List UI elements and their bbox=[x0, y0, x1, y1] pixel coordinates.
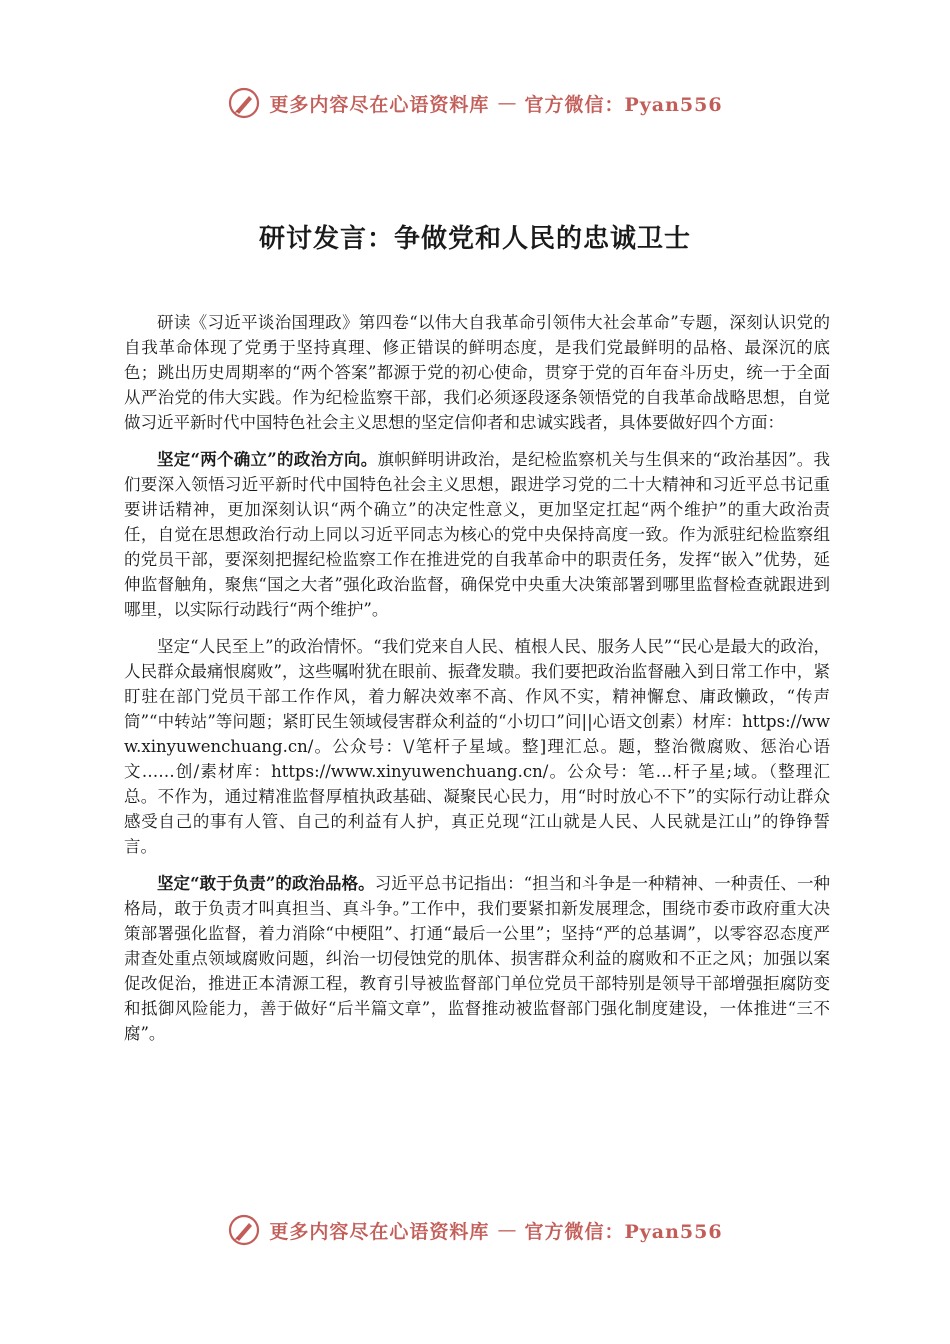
watermark-banner-bottom bbox=[0, 1210, 950, 1250]
watermark-text: 更多内容尽在心语资料库 bbox=[269, 93, 490, 116]
page-title: 研讨发言：争做党和人民的忠诚卫士 bbox=[258, 224, 691, 254]
paragraph-lead: 坚定“敢于负责”的政治品格。 bbox=[157, 874, 375, 893]
paragraph-text: 旗帜鲜明讲政治，是纪检监察机关与生俱来的“政治基因”。我们要深入领悟习近平新时代中国特色社会主义思想，跟进学习党的二十大精神和习近平总书记重要讲话精神，更加深刻认识“两个确立”的决定性意义，更加坚定扛起“两个维护”的重大政治责任，自觉在思想政治行动上同以习近平同志为核心的党中央保持高度一致。作为派驻纪检监察组的党员干部，要深刻把握纪检监察工作在推进党的自我革命中的职责任务，发挥“嵌入”优势，延伸监督触角，聚焦“国之大者”强化政治监督，确保党中央重大决策部署到哪里监督检查就跟进到哪里，以实际行动践行“两个维护”。 bbox=[124, 450, 831, 619]
paragraph bbox=[124, 447, 830, 622]
paragraph-lead: 坚定“两个确立”的政治方向。 bbox=[157, 450, 378, 469]
paragraph bbox=[124, 310, 830, 435]
watermark-contact: 官方微信：Pyan556 bbox=[524, 93, 723, 116]
watermark-contact: 官方微信：Pyan556 bbox=[524, 1220, 723, 1243]
watermark-separator: — bbox=[497, 1219, 517, 1241]
paragraph bbox=[124, 871, 830, 1046]
watermark-separator: — bbox=[497, 92, 517, 114]
pen-nib-circle-icon bbox=[227, 86, 261, 120]
paragraph bbox=[124, 634, 830, 859]
paragraph-text: 研读《习近平谈治国理政》第四卷“以伟大自我革命引领伟大社会革命”专题，深刻认识党的自我革命体现了党勇于坚持真理、修正错误的鲜明态度，是我们党最鲜明的品格、最深沉的底色；跳出历史周期率的“两个答案”都源于党的初心使命，贯穿于党的百年奋斗历史，统一于全面从严治党的伟大实践。作为纪检监察干部，我们必须逐段逐条领悟党的自我革命战略思想，自觉做习近平新时代中国特色社会主义思想的坚定信仰者和忠诚实践者，具体要做好四个方面： bbox=[124, 313, 830, 432]
paragraph-text: 习近平总书记指出：“担当和斗争是一种精神、一种责任、一种格局，敢于负责才叫真担当、真斗争。”工作中，我们要紧扣新发展理念，围绕市委市政府重大决策部署强化监督，着力消除“中梗阻”、打通“最后一公里”；坚持“严的总基调”，以零容忍态度严肃查处重点领域腐败问题，纠治一切侵蚀党的肌体、损害群众利益的腐败和不正之风；加强以案促改促治，推进正本清源工程，教育引导被监督部门单位党员干部特别是领导干部增强拒腐防变和抵御风险能力，善于做好“后半篇文章”，监督推动被监督部门强化制度建设，一体推进“三不腐”。 bbox=[124, 874, 831, 1043]
document-body bbox=[124, 310, 830, 1058]
paragraph-text: 坚定“人民至上”的政治情怀。“我们党来自人民、植根人民、服务人民”“民心是最大的政治，人民群众最痛恨腐败”，这些嘱咐犹在眼前、振聋发聩。我们要把政治监督融入到日常工作中，紧盯驻在部门党员干部工作作风，着力解决效率不高、作风不实，精神懈怠、庸政懒政，“传声筒”“中转站”等问题；紧盯民生领域侵害群众利益的“小切口”问||心语文创素）材库：https://www.xinyuwenchuang.cn/。公众号：\/笔杆子星域。整]理汇总。题，整治微腐败、惩治心语文……创/素材库：https://www.xinyuwenchuang.cn/。公众号：笔…杆子星;域。（整理汇总。不作为，通过精准监督厚植执政基础、凝聚民心民力，用“时时放心不下”的实际行动让群众感受自己的事有人管、自己的利益有人护，真正兑现“江山就是人民、人民就是江山”的铮铮誓言。 bbox=[124, 637, 830, 856]
pen-nib-circle-icon bbox=[227, 1213, 261, 1247]
watermark-text: 更多内容尽在心语资料库 bbox=[269, 1220, 490, 1243]
watermark-banner-top bbox=[0, 83, 950, 123]
